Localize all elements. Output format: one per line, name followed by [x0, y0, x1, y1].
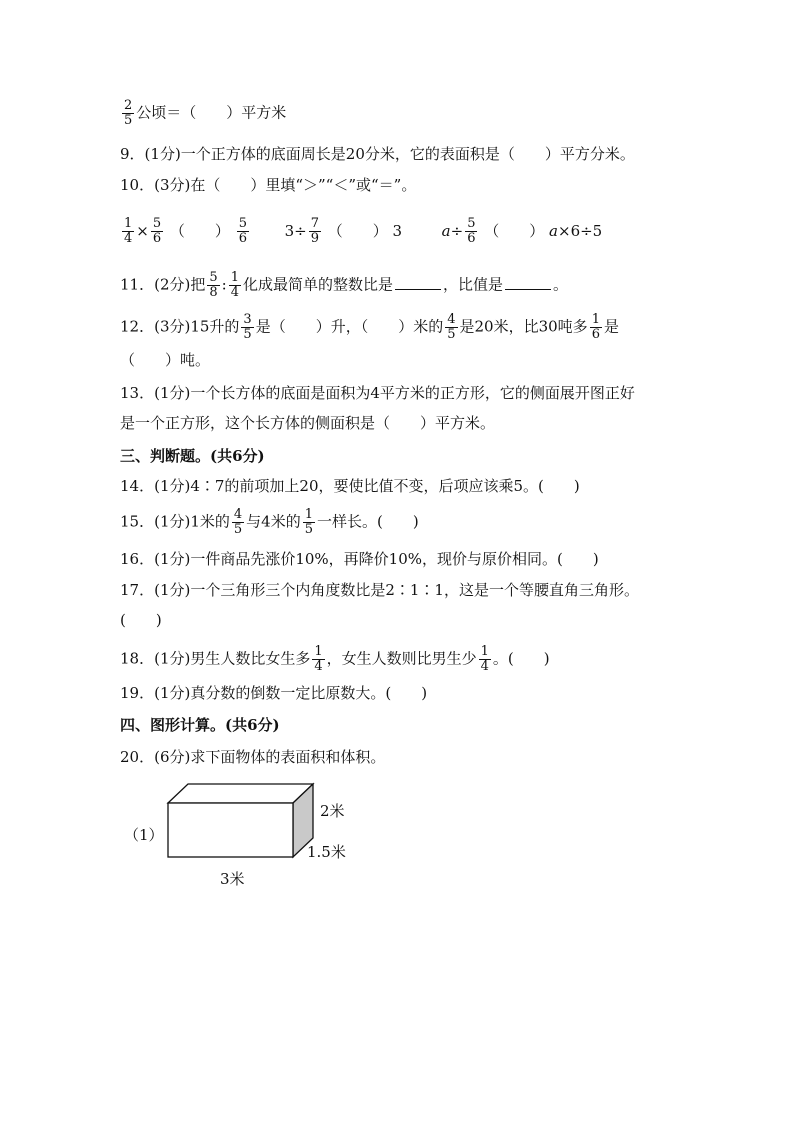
question-12: 12．(3分)15升的 $\frac{3}{5}$ 是（ ）升，（ ）米的 $\frac{4}{5}$ 是20米，比30吨多 $\frac{1}{6}$ 是	[120, 312, 619, 342]
length-label: 3米	[220, 870, 245, 888]
question-18: 18．(1分)男生人数比女生多 $\frac{1}{4}$ ，女生人数则比男生少 $\frac{1}{4}$ 。( )	[120, 644, 550, 674]
answer-blank[interactable]: （ ）	[327, 221, 388, 240]
question-17-line-1: 17．(1分)一个三角形三个内角度数比是2∶1∶1，这是一个等腰直角三角形。	[120, 581, 639, 599]
figure-label: （1）	[124, 826, 164, 844]
cuboid-figure	[110, 775, 370, 895]
question-10-items	[120, 217, 734, 246]
question-9: 9．(1分)一个正方体的底面周长是20分米，它的表面积是（ ）平方分米。	[120, 145, 635, 163]
question-19: 19．(1分)真分数的倒数一定比原数大。( )	[120, 684, 428, 702]
question-12-line-2: （ ）吨。	[120, 351, 211, 369]
question-11: 11．(2分)把 $\frac{5}{8}$ : $\frac{1}{4}$ 化成最简单的整数比是 ，比值是 。	[120, 270, 569, 300]
cuboid-front-face	[168, 803, 293, 857]
section-4-title: 四、图形计算。(共6分)	[120, 716, 280, 734]
question-8-tail	[120, 99, 734, 128]
height-label: 2米	[320, 802, 345, 820]
answer-blank[interactable]: （ ）	[169, 221, 230, 240]
question-text: 公顷＝（ ）平方米	[136, 103, 287, 122]
answer-blank-value[interactable]	[505, 273, 551, 290]
question-10: 10．(3分)在（ ）里填“＞”“＜”或“＝”。	[120, 176, 417, 194]
fraction: $\frac{2}{5}$	[124, 98, 133, 128]
answer-blank[interactable]: （ ）	[484, 221, 545, 240]
question-15: 15．(1分)1米的 $\frac{4}{5}$ 与4米的 $\frac{1}{5}$ 一样长。( )	[120, 507, 419, 537]
comparison-item-2: 3÷ $\frac{7}{9}$ （ ） 3	[284, 216, 403, 246]
answer-blank-ratio[interactable]	[395, 273, 441, 290]
question-16: 16．(1分)一件商品先涨价10%，再降价10%，现价与原价相同。( )	[120, 550, 599, 568]
cuboid-top-face	[168, 784, 313, 803]
comparison-item-1: $\frac{1}{4}$ × $\frac{5}{6}$ （ ） $\frac{5}{6}$	[124, 216, 247, 246]
question-14: 14．(1分)4∶7的前项加上20，要使比值不变，后项应该乘5。( )	[120, 477, 580, 495]
question-20: 20．(6分)求下面物体的表面积和体积。	[120, 748, 386, 766]
question-17-line-2: ( )	[120, 611, 162, 629]
question-13-line-2: 是一个正方形，这个长方体的侧面积是（ ）平方米。	[120, 414, 496, 432]
section-3-title: 三、判断题。(共6分)	[120, 447, 265, 465]
depth-label: 1.5米	[307, 843, 346, 861]
comparison-item-3: a÷ $\frac{5}{6}$ （ ） a×6÷5	[441, 216, 603, 246]
question-13-line-1: 13．(1分)一个长方体的底面是面积为4平方米的正方形，它的侧面展开图正好	[120, 384, 635, 402]
